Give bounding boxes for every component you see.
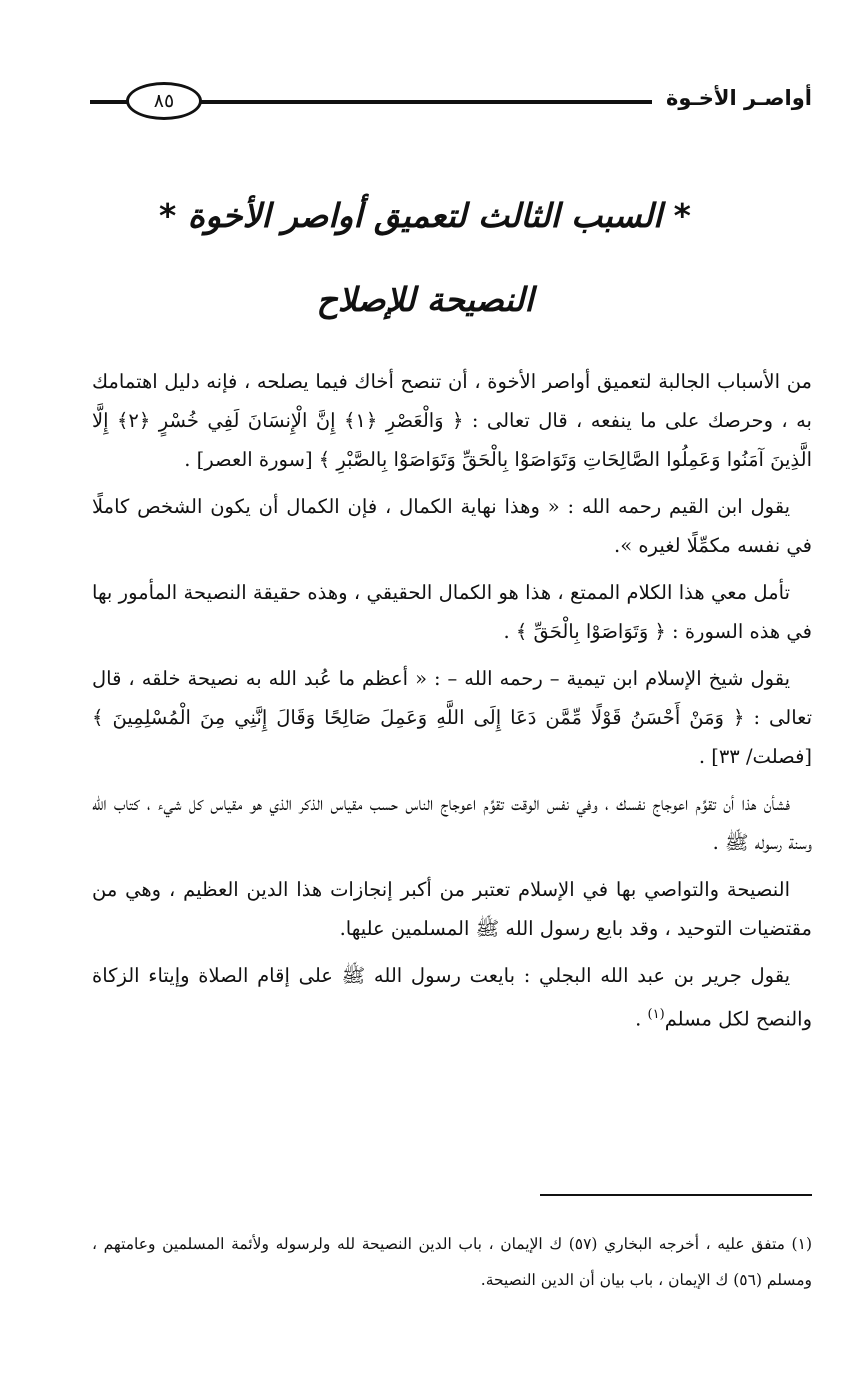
paragraph: يقول جرير بن عبد الله البجلي : بايعت رسول الله ﷺ على إقام الصلاة وإيتاء الزكاة والنصح لكل مسلم [92,964,812,1031]
footnote-reference: (١) [647,1007,665,1022]
paragraph: يقول شيخ الإسلام ابن تيمية – رحمه الله – : « أعظم ما عُبد الله به نصيحة خلقه ، قال تعالى : ﴿ وَمَنْ أَحْسَنُ قَوْلًا مِّمَّن دَعَا إِلَى اللَّهِ وَعَمِلَ صَالِحًا وَقَالَ إِنَّنِي مِنَ الْمُسْلِمِينَ ﴾ [فصلت/ ٣٣] . [92,667,812,768]
paragraph-last [92,956,812,1039]
paragraph: يقول ابن القيم رحمه الله : « وهذا نهاية الكمال ، فإن الكمال أن يكون الشخص كاملًا في نفسه مكمِّلًا لغيره ». [92,495,812,557]
section-subtitle: النصيحة للإصلاح [316,280,534,319]
running-title: أواصـر الأخـوة [665,86,812,110]
footnote: (١) متفق عليه ، أخرجه البخاري (٥٧) ك الإيمان ، باب الدين النصيحة لله ولرسوله ولأئمة المسلمين وعامتهم ، ومسلم (٥٦) ك الإيمان ، باب بيان أن الدين النصيحة. [92,1235,812,1289]
page-number: ٨٥ [126,82,202,120]
paragraph: النصيحة والتواصي بها في الإسلام تعتبر من أكبر إنجازات هذا الدين العظيم ، وهي من مقتضيات التوحيد ، وقد بايع رسول الله ﷺ المسلمين عليها. [92,878,812,940]
header-rule [200,100,652,104]
footnote-divider [540,1194,812,1196]
footnotes [92,1226,812,1298]
paragraph: من الأسباب الجالبة لتعميق أواصر الأخوة ، أن تنصح أخاك فيما يصلحه ، فإنه دليل اهتمامك به ، وحرصك على ما ينفعه ، قال تعالى : ﴿ وَالْعَصْرِ ﴿١﴾ إِنَّ الْإِنسَانَ لَفِي خُسْرٍ ﴿٢﴾ إِلَّا الَّذِينَ آمَنُوا وَعَمِلُوا الصَّالِحَاتِ وَتَوَاصَوْا بِالْحَقِّ وَتَوَاصَوْا بِالصَّبْرِ ﴾ [سورة العصر] . [92,370,812,471]
section-title: * السبب الثالث لتعميق أواصر الأخوة * [159,196,691,235]
header-rule-left [90,100,130,104]
running-header [90,80,812,124]
paragraph: فشأن هذا أن تقوِّم اعوجاج نفسك ، وفي نفس الوقت تقوِّم اعوجاج الناس حسب مقياس الذكر الذي هو مقياس كل شيء ، كتاب الله وسنة رسوله ﷺ . [92,792,812,854]
body-text [92,362,812,1047]
paragraph-end: . [635,1007,648,1031]
paragraph: تأمل معي هذا الكلام الممتع ، هذا هو الكمال الحقيقي ، وهذه حقيقة النصيحة المأمور بها في هذه السورة : ﴿ وَتَوَاصَوْا بِالْحَقِّ ﴾ . [92,581,812,643]
